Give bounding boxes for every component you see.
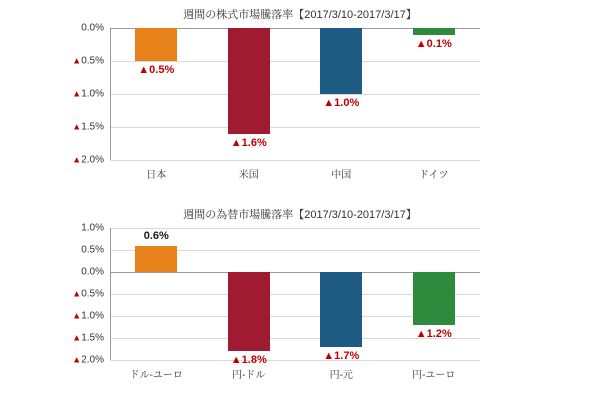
plot-area (110, 228, 480, 367)
y-axis-line (110, 28, 111, 160)
chart-title: 週間の株式市場騰落率【2017/3/10-2017/3/17】 (183, 9, 417, 21)
category-label: ドル-ユーロ (129, 370, 183, 381)
y-tick-label: ▲0.5% (72, 288, 104, 300)
y-tick-label: 0.5% (81, 244, 104, 256)
y-axis-ticks (42, 22, 104, 166)
category-label: 日本 (146, 170, 167, 181)
category-label: 円-ドル (232, 370, 266, 381)
category-label: 円-ユーロ (412, 370, 456, 381)
category-label: 米国 (238, 170, 259, 181)
bar-value-label: ▲1.2% (415, 327, 452, 340)
grid-line (110, 61, 480, 62)
category-label: 中国 (331, 170, 352, 181)
bar (135, 28, 177, 61)
y-axis-line (110, 228, 111, 360)
y-tick-label: 1.0% (81, 222, 104, 234)
bar (320, 28, 362, 94)
grid-line (110, 127, 480, 128)
y-tick-label: ▲1.0% (72, 88, 104, 100)
bar (320, 272, 362, 347)
bar-value-label: ▲0.5% (138, 64, 175, 76)
y-tick-label: ▲2.0% (72, 354, 104, 366)
y-tick-label: ▲1.5% (72, 332, 104, 344)
y-tick-label: 0.0% (81, 22, 104, 34)
y-tick-label: ▲0.5% (72, 55, 104, 67)
bar-value-label: ▲1.8% (230, 354, 267, 367)
bar-value-label: ▲0.1% (415, 37, 452, 50)
bar (413, 28, 455, 35)
y-tick-label: 0.0% (81, 266, 104, 278)
bar-value-label: ▲1.7% (323, 349, 360, 362)
bar (413, 272, 455, 325)
category-label: 円-元 (329, 370, 353, 381)
bar-value-label: ▲1.0% (323, 97, 360, 109)
bar (228, 28, 270, 134)
chart-title: 週間の為替市場騰落率【2017/3/10-2017/3/17】 (183, 209, 417, 221)
grid-line (110, 160, 480, 161)
plot-area (110, 28, 480, 160)
bar-value-label: 0.6% (143, 229, 169, 242)
bar (135, 246, 177, 272)
y-tick-label: ▲2.0% (72, 154, 104, 166)
grid-line (110, 94, 480, 95)
y-axis-ticks (42, 222, 104, 366)
bar-value-label: ▲1.6% (230, 136, 267, 149)
category-label: ドイツ (419, 170, 449, 181)
fx-market-chart (0, 200, 600, 400)
y-tick-label: ▲1.5% (72, 121, 104, 133)
bar (228, 272, 270, 351)
grid-line (110, 360, 480, 361)
y-tick-label: ▲1.0% (72, 310, 104, 322)
